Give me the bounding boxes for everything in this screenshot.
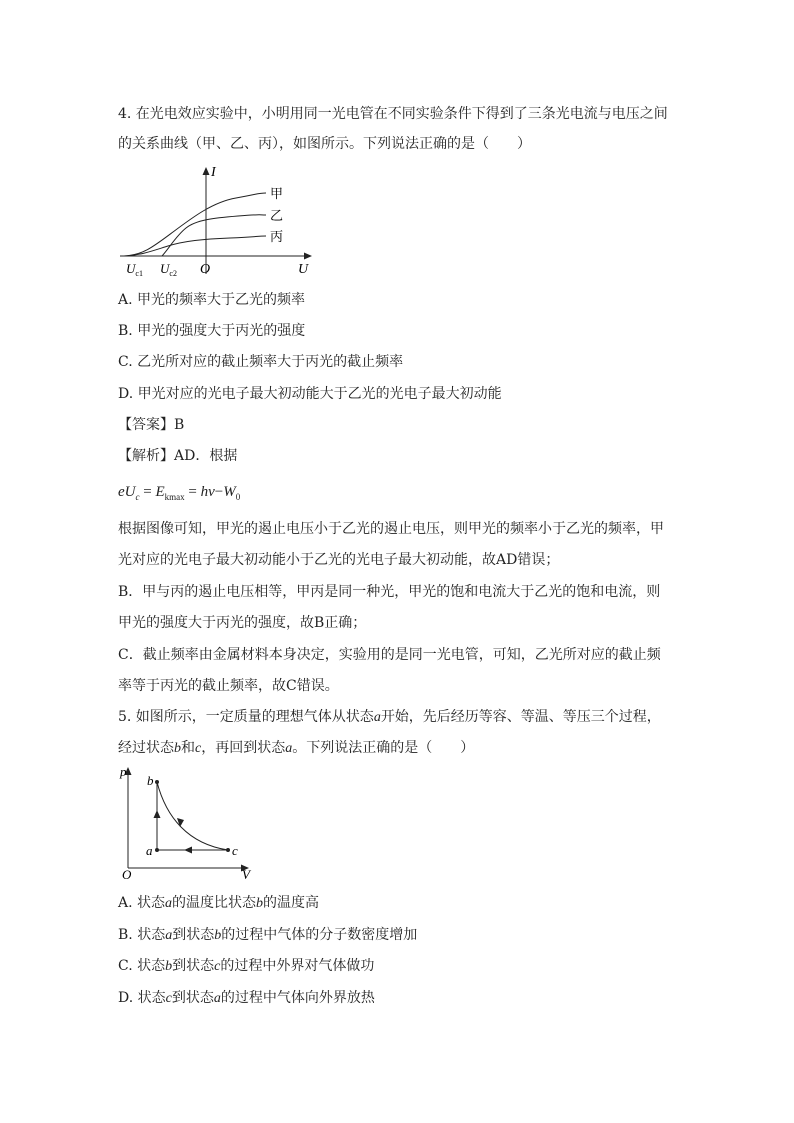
q4-analysis-head: 【解析】AD．根据 [118,448,238,464]
q5-option-d: D. 状态c到状态a的过程中气体向外界放热 [118,990,375,1006]
u-axis-label: U [298,262,309,277]
curve-yi [162,215,266,256]
q4-analysis-line-3: B．甲与丙的遏止电压相等，甲丙是同一种光，甲光的饱和电流大于乙光的饱和电流，则 [118,584,661,600]
state-b-point [155,780,159,784]
state-a-point [155,848,159,852]
q5-option-b: B. 状态a到状态b的过程中气体的分子数密度增加 [118,927,418,943]
uc2-label: $U_{c2}$ [160,261,177,278]
q4-analysis-line-6: 率等于丙光的截止频率，故C错误。 [118,678,339,694]
q4-option-b: B. 甲光的强度大于丙光的强度 [118,323,306,339]
state-b-label: b [147,773,154,788]
q5-option-a: A. 状态a的温度比状态b的温度高 [118,895,320,911]
einstein-formula: $eU_c = E_{kmax} = h\nu-W_0$ [118,484,241,502]
photoelectric-iu-figure [118,162,318,278]
q4-answer: 【答案】B [118,417,185,433]
pv-origin-label: O [122,867,132,882]
q5-stem-line-2: 经过状态b和c，再回到状态a。下列说法正确的是（ ） [118,740,475,756]
uc1-label: $U_{c1}$ [126,261,143,278]
pv-cycle-figure [118,762,258,882]
q4-analysis-line-2: 光对应的光电子最大初动能小于乙光的光电子最大初动能，故AD错误； [118,552,560,568]
q4-option-a: A. 甲光的频率大于乙光的频率 [118,292,306,308]
process-b-to-c [157,782,228,850]
v-axis-label: V [242,867,250,882]
label-jia: 甲 [270,186,284,201]
q4-analysis-line-1: 根据图像可知，甲光的遏止电压小于乙光的遏止电压，则甲光的频率小于乙光的频率，甲 [118,521,664,537]
curve-bing [124,236,266,256]
label-yi: 乙 [270,208,284,223]
origin-label: O [200,262,211,277]
curve-jia [124,193,266,256]
state-c-label: c [232,843,238,858]
q4-analysis-line-5: C．截止频率由金属材料本身决定，实验用的是同一光电管，可知，乙光所对应的截止频 [118,647,661,663]
p-axis-label: p [120,764,127,779]
state-a-label: a [146,843,153,858]
state-c-point [226,848,230,852]
q4-stem-line-1: 4. 在光电效应实验中，小明用同一光电管在不同实验条件下得到了三条光电流与电压之间 [118,106,668,122]
q4-analysis-line-4: 甲光的强度大于丙光的强度，故B正确； [118,615,367,631]
i-axis-label: I [211,165,216,180]
label-bing: 丙 [270,229,284,244]
q4-option-d: D. 甲光对应的光电子最大初动能大于乙光的光电子最大初动能 [118,386,502,402]
q5-option-c: C. 状态b到状态c的过程中外界对气体做功 [118,958,375,974]
q5-stem-line-1: 5. 如图所示，一定质量的理想气体从状态a开始，先后经历等容、等温、等压三个过程， [118,709,661,725]
q4-option-c: C. 乙光所对应的截止频率大于丙光的截止频率 [118,354,404,370]
q4-stem-line-2: 的关系曲线（甲、乙、丙），如图所示。下列说法正确的是（ ） [118,136,531,152]
